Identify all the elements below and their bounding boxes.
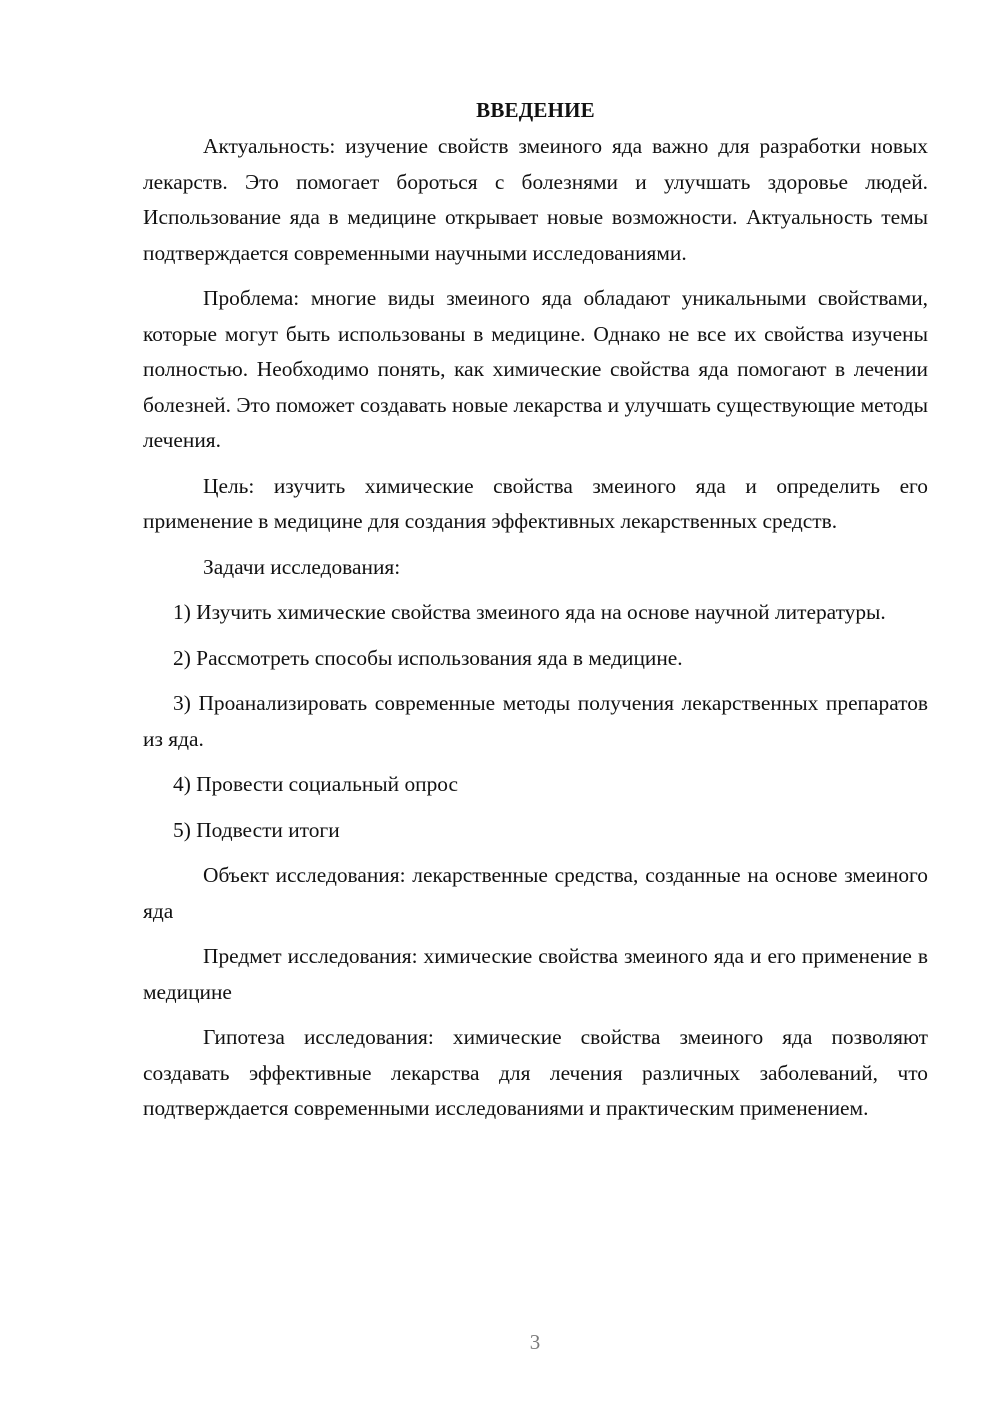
task-item: 2) Рассмотреть способы использования яда в медицине. xyxy=(173,645,683,670)
paragraph-object: Объект исследования: лекарственные средства, созданные на основе змеиного яда xyxy=(143,863,928,923)
paragraph-subject: Предмет исследования: химические свойства змеиного яда и его применение в медицине xyxy=(143,944,928,1004)
paragraph-goal: Цель: изучить химические свойства змеиного яда и определить его применение в медицине для создания эффективных лекарственных средств. xyxy=(143,473,928,533)
section-title: ВВЕДЕНИЕ xyxy=(476,98,595,122)
task-item: 3) Проанализировать современные методы получения лекарственных препаратов из яда. xyxy=(143,691,928,751)
task-item: 1) Изучить химические свойства змеиного яда на основе научной литературы. xyxy=(173,600,886,624)
task-item: 5) Подвести итоги xyxy=(173,817,340,842)
task-item: 4) Провести социальный опрос xyxy=(173,772,459,796)
page-number: 3 xyxy=(529,1330,541,1354)
tasks-heading: Задачи исследования: xyxy=(203,554,401,579)
paragraph-problem: Проблема: многие виды змеиного яда обладают уникальными свойствами, которые могут быть использованы в медицине. Однако не все их свойства изучены полностью. Необходимо понять, как химические свойства яда помогают в лечении болезней. Это поможет создавать новые лекарства и улучшать существующие методы лечения. xyxy=(143,286,928,452)
page-content xyxy=(143,92,928,1137)
paragraph-relevance: Актуальность: изучение свойств змеиного яда важно для разработки новых лекарств. Это помогает бороться с болезнями и улучшать здоровье людей. Использование яда в медицине открывает новые возможности. Актуальность темы подтверждается современными научными исследованиями. xyxy=(143,134,928,265)
paragraph-hypothesis: Гипотеза исследования: химические свойства змеиного яда позволяют создавать эффективные лекарства для лечения различных заболеваний, что подтверждается современными исследованиями и практическим применением. xyxy=(143,1025,928,1120)
